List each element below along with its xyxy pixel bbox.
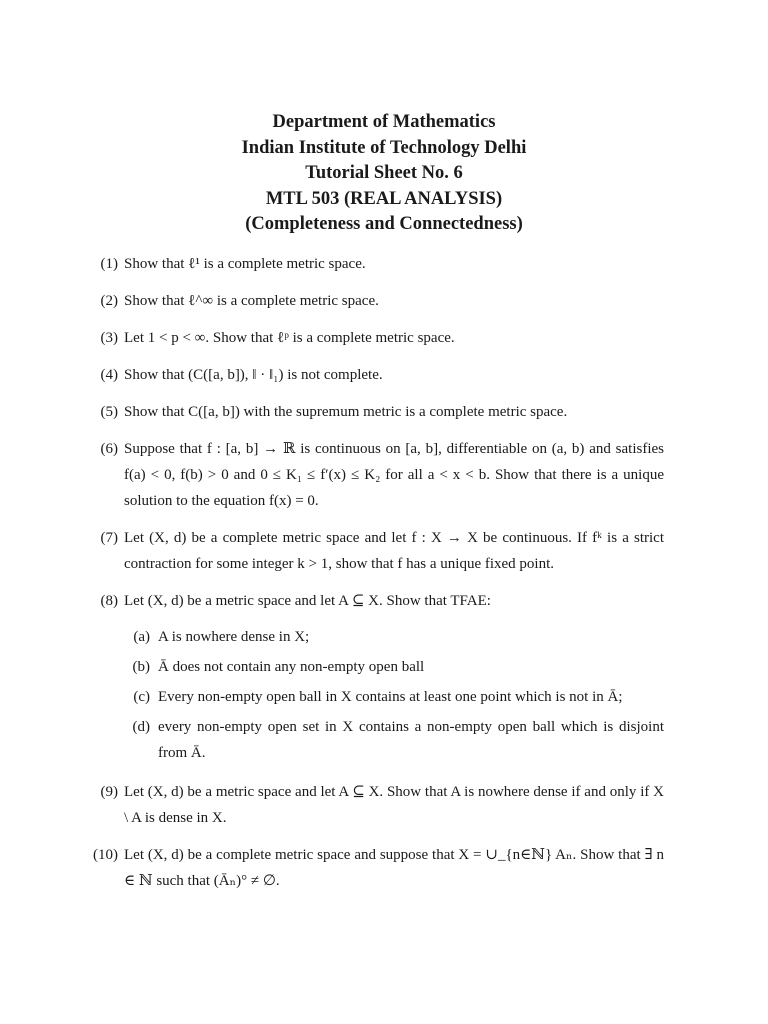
institute-title: Indian Institute of Technology Delhi	[241, 137, 527, 158]
problem-7	[0, 525, 768, 577]
problem-text: Let 1 < p < ∞. Show that ℓᵖ is a complete metric space.	[124, 330, 455, 346]
topic-title: (Completeness and Connectedness)	[245, 214, 523, 234]
document-header	[0, 110, 768, 238]
problem-5	[0, 399, 768, 425]
course-title: MTL 503 (REAL ANALYSIS)	[265, 188, 503, 209]
problem-number: (2)	[100, 293, 118, 309]
problem-list	[0, 251, 768, 905]
problem-number: (4)	[100, 367, 118, 383]
problem-text: Let (X, d) be a complete metric space and let f : X → X be continuous. If fᵏ is a strict contraction for some integer k > 1, show that f has a unique fixed point.	[124, 530, 664, 572]
problem-3	[0, 325, 768, 351]
problem-10	[0, 842, 768, 894]
problem-1	[0, 251, 768, 277]
problem-text: Show that (C([a, b]), ‖ · ‖₁) is not complete.	[124, 367, 383, 383]
tutorial-sheet-title: Tutorial Sheet No. 6	[305, 163, 463, 183]
subitem-d	[0, 714, 768, 766]
problem-number: (3)	[100, 330, 118, 346]
subitem-text: Every non-empty open ball in X contains at least one point which is not in Ā;	[158, 689, 623, 705]
subitem-text: A is nowhere dense in X;	[158, 629, 310, 645]
problem-text: Show that C([a, b]) with the supremum metric is a complete metric space.	[124, 404, 568, 420]
problem-number: (6)	[100, 441, 118, 457]
problem-number: (5)	[100, 404, 118, 420]
department-title: Department of Mathematics	[272, 112, 496, 132]
subitem-text: Ā does not contain any non-empty open ball	[158, 659, 425, 675]
subitem-c	[0, 684, 768, 710]
problem-6	[0, 436, 768, 514]
subitem-label: (d)	[132, 719, 150, 735]
subitem-text: every non-empty open set in X contains a non-empty open ball which is disjoint from Ā.	[158, 719, 664, 761]
subitem-label: (b)	[132, 659, 150, 675]
problem-text: Let (X, d) be a complete metric space and suppose that X = ∪_{n∈ℕ} Aₙ. Show that ∃ n ∈ ℕ such that (Āₙ)° ≠ ∅.	[124, 847, 664, 889]
problem-9	[0, 779, 768, 831]
problem-number: (7)	[100, 530, 118, 546]
problem-number: (1)	[100, 256, 118, 272]
problem-8	[0, 588, 768, 614]
problem-text: Let (X, d) be a metric space and let A ⊆ X. Show that A is nowhere dense if and only if X \ A is dense in X.	[124, 784, 664, 826]
problem-number: (10)	[93, 847, 118, 863]
subitem-label: (a)	[133, 629, 150, 645]
subitem-a	[0, 624, 768, 650]
problem-4	[0, 362, 768, 388]
problem-number: (9)	[100, 784, 118, 800]
problem-text: Show that ℓ¹ is a complete metric space.	[124, 256, 366, 272]
problem-8-subitems	[0, 624, 768, 766]
problem-number: (8)	[100, 593, 118, 609]
problem-2	[0, 288, 768, 314]
subitem-b	[0, 654, 768, 680]
problem-text: Let (X, d) be a metric space and let A ⊆ X. Show that TFAE:	[124, 593, 491, 609]
subitem-label: (c)	[133, 689, 150, 705]
problem-text: Show that ℓ^∞ is a complete metric space.	[124, 293, 379, 309]
problem-text: Suppose that f : [a, b] → ℝ is continuous on [a, b], differentiable on (a, b) and satisfies f(a) < 0, f(b) > 0 and 0 ≤ K₁ ≤ f′(x) ≤ K₂ for all a < x < b. Show that there is a unique solution to the equation f(x) = 0.	[124, 441, 664, 509]
